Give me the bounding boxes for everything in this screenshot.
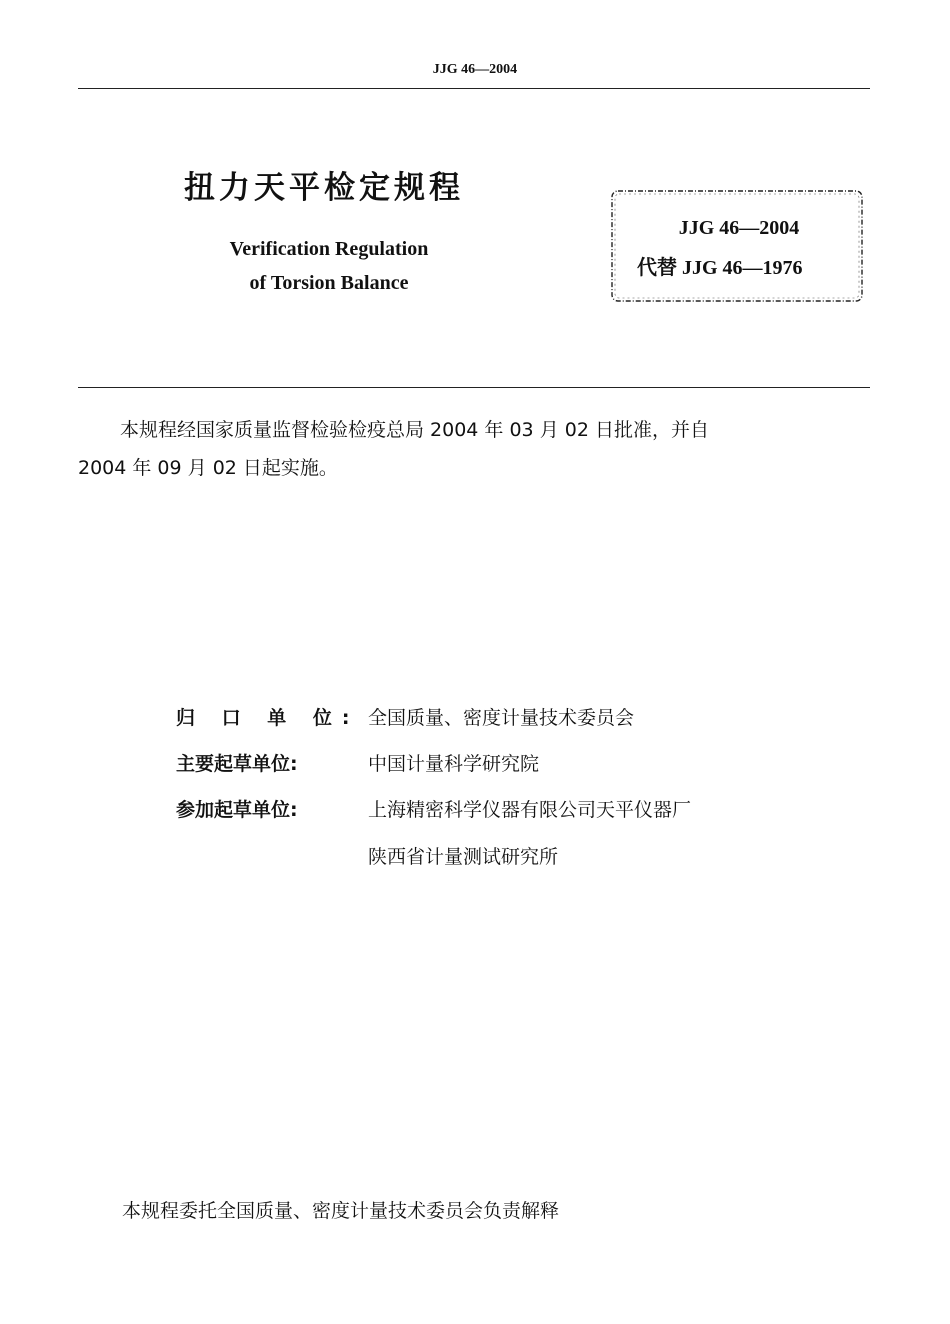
main-drafter-label: 主要起草单位: — [176, 753, 298, 775]
title-rule — [78, 387, 870, 388]
main-drafter-value: 中国计量科学研究院 — [368, 753, 540, 775]
header-rule — [78, 88, 870, 89]
responsible-unit-value: 全国质量、密度计量技术委员会 — [368, 707, 635, 729]
interpretation-note: 本规程委托全国质量、密度计量技术委员会负责解释 — [122, 1200, 560, 1222]
replaces-code: 代替 JJG 46—1976 — [637, 257, 803, 279]
approval-line2: 2004 年 09 月 02 日起实施。 — [78, 457, 338, 479]
standard-code: JJG 46—2004 — [678, 217, 800, 239]
running-header: JJG 46—2004 — [432, 62, 518, 77]
approval-line1: 本规程经国家质量监督检验检疫总局 2004 年 03 月 02 日批准，并自 — [120, 419, 709, 441]
responsible-unit-label: 归 口 单 位: — [176, 707, 360, 729]
co-drafter-value-1: 上海精密科学仪器有限公司天平仪器厂 — [368, 799, 692, 821]
document-title-en-line2: of Torsion Balance — [249, 272, 409, 294]
decorative-border-icon — [609, 188, 865, 304]
co-drafter-label: 参加起草单位: — [176, 799, 298, 821]
co-drafter-value-2: 陕西省计量测试研究所 — [368, 846, 559, 868]
document-title-cn: 扭力天平检定规程 — [184, 170, 464, 206]
code-box — [609, 188, 865, 304]
document-title-en-line1: Verification Regulation — [229, 238, 429, 260]
